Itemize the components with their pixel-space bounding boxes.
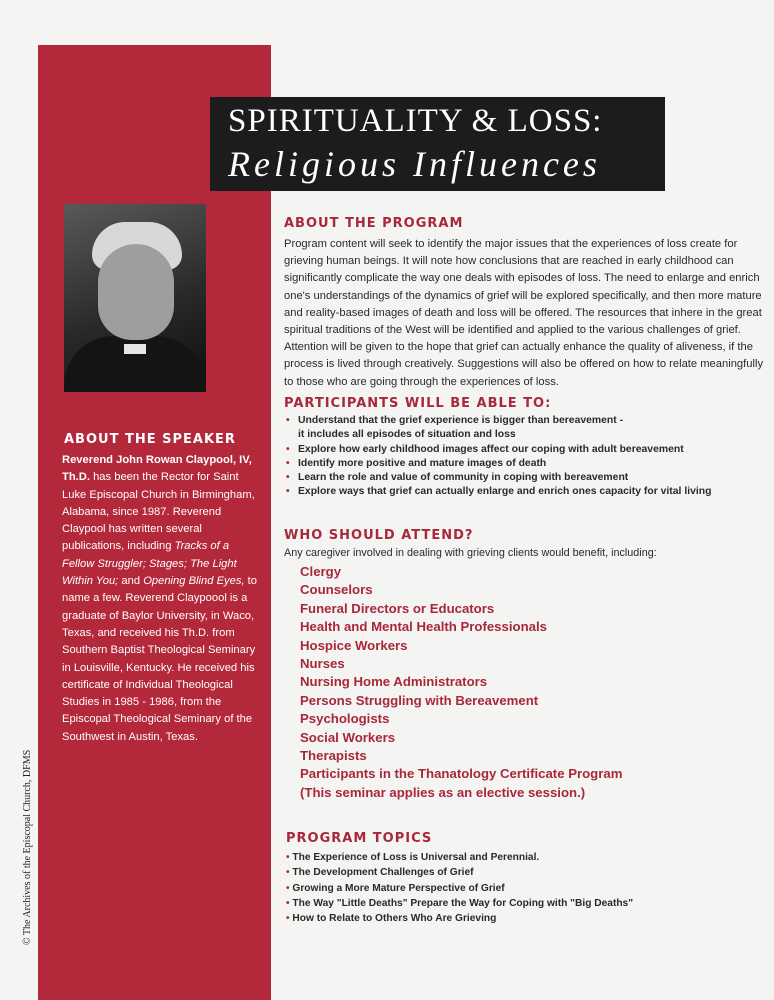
list-item: • The Development Challenges of Grief [286, 865, 633, 880]
topics-list [286, 850, 633, 926]
list-item: Social Workers [300, 729, 396, 745]
attend-intro: Any caregiver involved in dealing with grieving clients would benefit, including: [284, 547, 657, 559]
title-banner [210, 97, 665, 191]
list-item: • The Way "Little Deaths" Prepare the Way for Coping with "Big Deaths" [286, 896, 633, 911]
speaker-book-title: Opening Blind Eyes, [143, 575, 245, 588]
list-item: Nursing Home Administrators [300, 674, 488, 690]
list-item: (This seminar applies as an elective session.) [300, 784, 586, 800]
attendee-list [300, 563, 622, 802]
list-item: Hospice Workers [300, 637, 408, 653]
title-line-1: SPIRITUALITY & LOSS: [228, 103, 603, 139]
speaker-photo [64, 204, 206, 392]
speaker-bio-part-3: to name a few. Reverend Claypoool is a graduate of Baylor University, in Waco, Texas, and received his Th.D. from Southern Baptist Theological Seminary in Louisville, Kentucky. He received his certificate of Individual Theological Studies in 1985 - 1986, from the Episcopal Theological Seminary of the Southwest in Austin, Texas. [62, 575, 258, 743]
list-item: • Explore how early childhood images affect our coping with adult bereavement [286, 443, 711, 457]
list-item: Health and Mental Health Professionals [300, 619, 547, 635]
speaker-name: Reverend John Rowan Claypool, IV, Th.D. [62, 454, 252, 484]
speaker-bio-part-1: has been the Rector for Saint Luke Episcopal Church in Birmingham, Alabama, since 1987. Reverend Claypool has written several publications, including [62, 471, 255, 553]
list-item: Participants in the Thanatology Certificate Program [300, 766, 623, 782]
speaker-bio-part-2: and [118, 575, 144, 588]
list-item: • Understand that the grief experience is bigger than bereavement - [286, 414, 711, 428]
list-item: Funeral Directors or Educators [300, 600, 495, 616]
list-item: • Growing a More Mature Perspective of Grief [286, 881, 633, 896]
speaker-heading: ABOUT THE SPEAKER [64, 432, 236, 447]
topics-heading: PROGRAM TOPICS [286, 831, 433, 846]
list-item: • Explore ways that grief can actually enlarge and enrich ones capacity for vital living [286, 485, 711, 499]
list-item: • Identify more positive and mature images of death [286, 457, 711, 471]
list-item: • The Experience of Loss is Universal and Perennial. [286, 850, 633, 865]
list-item: Nurses [300, 656, 345, 672]
about-text: Program content will seek to identify the major issues that the experiences of loss create for grieving human beings. It will note how conclusions that are reached in early childhood can significantly complicate the way one deals with episodes of loss. The need to enlarge and enrich one's understandings of the dynamics of grief will be explored specifically, and then more mature and reality-based images of death and loss will be offered. The resources that inhere in the great spiritual traditions of the West will be identified and applied to the various challenges of grief. Attention will be given to the hope that grief can actually enhance the quality of aliveness, if the process is lived through creatively. Suggestions will also be offered on how to relate meaningfully to those who are going through the experiences of loss. [284, 238, 764, 388]
list-item: Psychologists [300, 711, 390, 727]
participants-heading: PARTICIPANTS WILL BE ABLE TO: [284, 396, 552, 411]
copyright-notice: © The Archives of the Episcopal Church, DFMS [22, 749, 33, 945]
speaker-book-titles: Tracks of a Fellow Struggler; Stages; The Light Within You; [62, 540, 237, 588]
attend-heading: WHO SHOULD ATTEND? [284, 528, 474, 543]
speaker-bio [62, 452, 262, 746]
list-item: it includes all episodes of situation and loss [298, 429, 516, 441]
list-item: • Learn the role and value of community in coping with bereavement [286, 471, 711, 485]
title-line-2: Religious Influences [228, 144, 601, 184]
participants-list [286, 414, 711, 500]
list-item: Clergy [300, 564, 342, 579]
about-heading: ABOUT THE PROGRAM [284, 216, 464, 231]
list-item: Persons Struggling with Bereavement [300, 692, 539, 708]
list-item: • How to Relate to Others Who Are Grieving [286, 911, 633, 926]
list-item: Therapists [300, 748, 367, 764]
list-item: Counselors [300, 582, 373, 598]
